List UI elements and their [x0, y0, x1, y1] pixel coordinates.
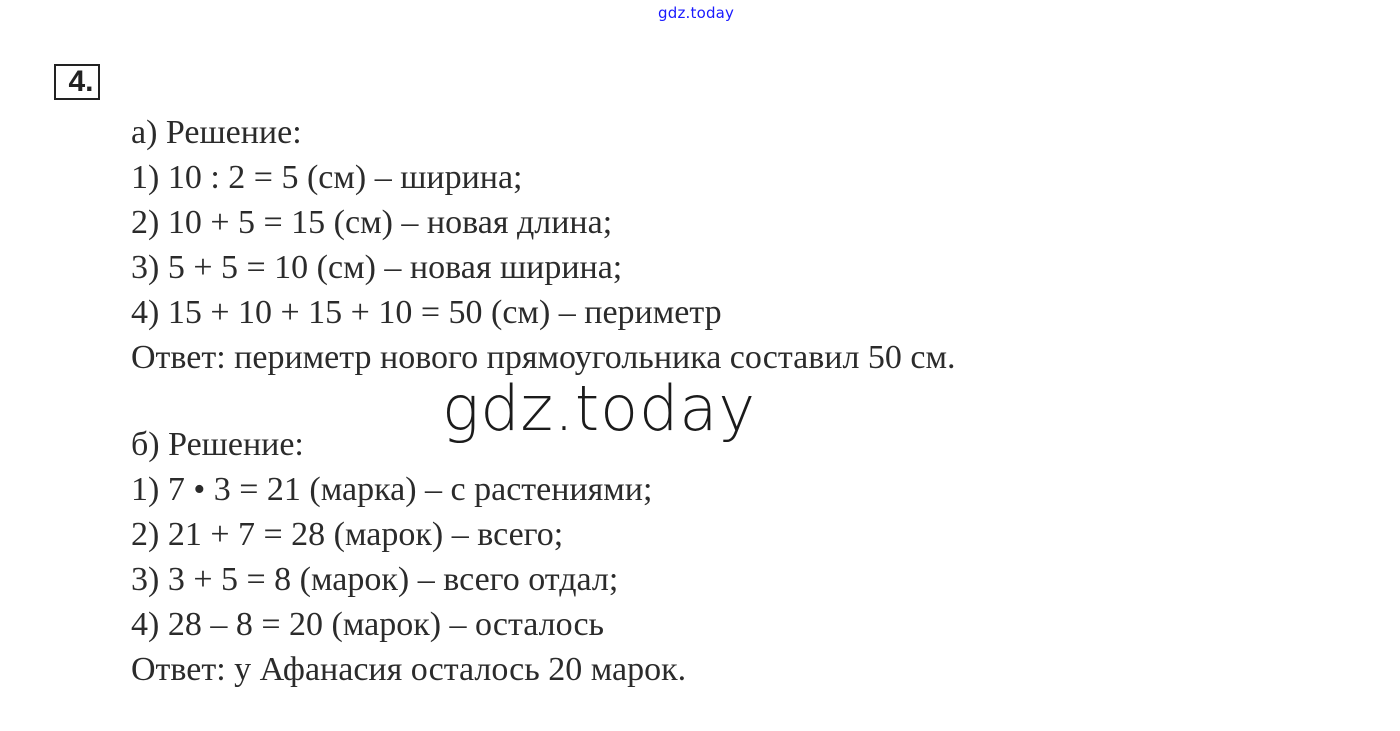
solution-b-step-2: 2) 21 + 7 = 28 (марок) – всего;	[131, 516, 564, 553]
solution-b-step-1: 1) 7 • 3 = 21 (марка) – с растениями;	[131, 471, 653, 508]
solution-b	[131, 422, 686, 692]
solution-b-answer: Ответ: у Афанасия осталось 20 марок.	[131, 651, 687, 688]
solution-a-step-1: 1) 10 : 2 = 5 (см) – ширина;	[131, 159, 523, 196]
task-number-box: 4.	[54, 64, 100, 100]
task-number	[54, 62, 100, 102]
solution-a-step-4: 4) 15 + 10 + 15 + 10 = 50 (см) – периметр	[131, 294, 722, 331]
solution-a-step-3: 3) 5 + 5 = 10 (см) – новая ширина;	[131, 249, 623, 286]
solution-b-heading: б) Решение:	[131, 426, 304, 463]
solution-a-answer: Ответ: периметр нового прямоугольника составил 50 см.	[131, 339, 956, 376]
solution-b-step-3: 3) 3 + 5 = 8 (марок) – всего отдал;	[131, 561, 619, 598]
solution-a-step-2: 2) 10 + 5 = 15 (см) – новая длина;	[131, 204, 613, 241]
solution-a-heading: а) Решение:	[131, 114, 302, 151]
watermark-big: gdz.today	[442, 372, 757, 445]
solution-b-step-4: 4) 28 – 8 = 20 (марок) – осталось	[131, 606, 605, 643]
watermark-top: gdz.today	[658, 4, 735, 22]
solution-a	[131, 110, 956, 380]
